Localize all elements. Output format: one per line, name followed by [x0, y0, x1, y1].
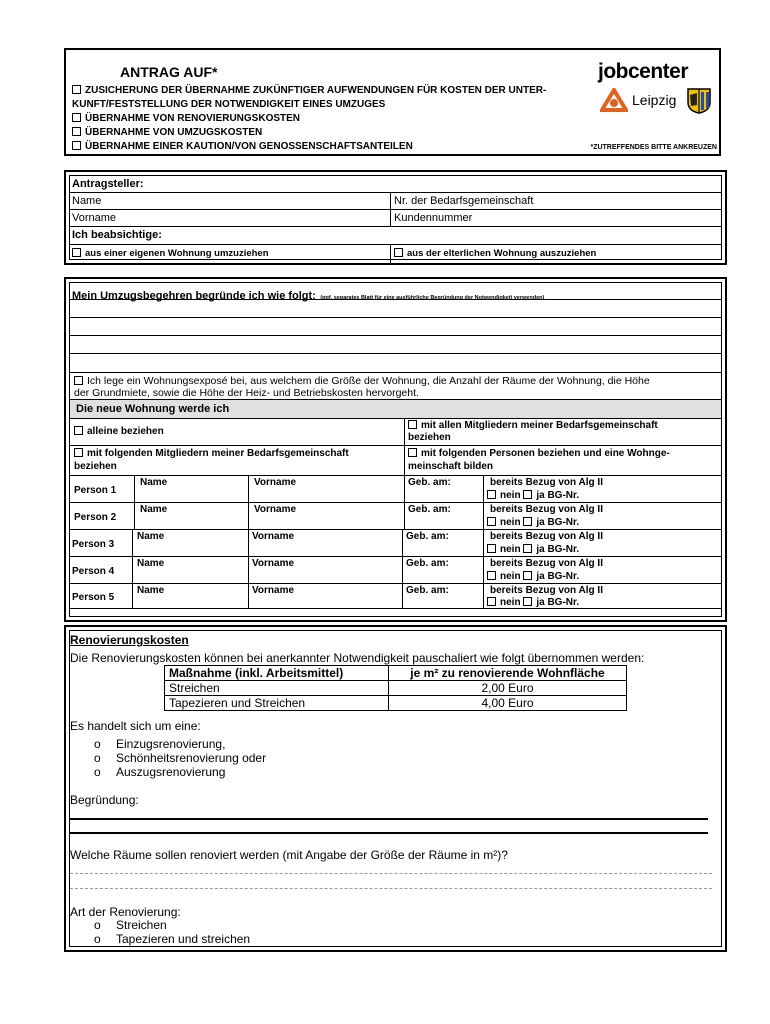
checkbox-no[interactable]: [487, 544, 496, 553]
customer-number-field[interactable]: Kundennummer: [394, 212, 473, 224]
reason-line-4[interactable]: [70, 354, 721, 373]
table-cell: Tapezieren und Streichen: [165, 696, 389, 711]
bullet-icon: o: [94, 751, 101, 765]
expose-text-2: der Grundmiete, sowie die Höhe der Heiz- und Betriebskosten hervorgeht.: [74, 387, 419, 399]
opt-some-members-cont: beziehen: [74, 461, 117, 472]
name-field[interactable]: Name: [72, 195, 102, 207]
person-birthdate-field[interactable]: Geb. am:: [406, 585, 449, 596]
person-label: Person 2: [74, 512, 117, 523]
person-alg-label: bereits Bezug von Alg II: [490, 477, 603, 488]
checkbox[interactable]: [72, 113, 81, 122]
opt-parents-home[interactable]: aus der elterlichen Wohnung auszuziehen: [394, 248, 596, 259]
checkbox-no[interactable]: [487, 571, 496, 580]
person-alg-options: nein ja BG-Nr.: [487, 571, 579, 582]
person-name-field[interactable]: Name: [137, 558, 165, 569]
table-row: [165, 696, 627, 711]
move-options-row-1: [70, 419, 721, 446]
renovation-type-item[interactable]: o Einzugsrenovierung,: [94, 737, 226, 751]
person-label: Person 1: [74, 485, 117, 496]
option-future-costs-cont: KUNFT/FESTSTELLUNG DER NOTWENDIGKEIT EINES UMZUGES: [72, 99, 386, 110]
renovation-heading: Renovierungskosten: [70, 633, 189, 647]
checkbox-no[interactable]: [487, 490, 496, 499]
expose-row[interactable]: [70, 373, 721, 400]
bullet-icon: o: [94, 932, 101, 946]
renovation-reason-label: Begründung:: [70, 793, 139, 807]
checkbox-yes[interactable]: [523, 571, 532, 580]
header-box: [64, 48, 721, 156]
person-firstname-field[interactable]: Vorname: [252, 531, 295, 542]
opt-all-members[interactable]: mit allen Mitgliedern meiner Bedarfsgemeinschaft: [408, 420, 658, 431]
person-row: [70, 557, 721, 584]
person-alg-options: nein ja BG-Nr.: [487, 490, 579, 501]
reason-line-3[interactable]: [70, 336, 721, 354]
checkbox-yes[interactable]: [523, 597, 532, 606]
person-firstname-field[interactable]: Vorname: [252, 585, 295, 596]
person-birthdate-field[interactable]: Geb. am:: [406, 558, 449, 569]
person-alg-label: bereits Bezug von Alg II: [490, 531, 603, 542]
logo-city: Leipzig: [632, 92, 677, 108]
person-alg-options: nein ja BG-Nr.: [487, 597, 579, 608]
checkbox[interactable]: [72, 141, 81, 150]
table-row: [165, 681, 627, 696]
table-header: Maßnahme (inkl. Arbeitsmittel): [165, 666, 389, 681]
checkbox-no[interactable]: [487, 597, 496, 606]
name-row: [70, 193, 721, 210]
checkbox[interactable]: [394, 248, 403, 257]
reason-heading: Mein Umzugsbegehren begründe ich wie folgt:: [72, 290, 316, 302]
person-name-field[interactable]: Name: [137, 585, 165, 596]
renovation-type-item[interactable]: o Auszugsrenovierung: [94, 765, 226, 779]
reason-heading-row: [70, 283, 721, 300]
intent-options-row: [70, 245, 721, 263]
reason-write-line[interactable]: [70, 832, 708, 834]
table-cell: 4,00 Euro: [389, 696, 627, 711]
opt-alone[interactable]: alleine beziehen: [74, 426, 164, 437]
applicant-inner: [69, 175, 722, 260]
table-cell: 2,00 Euro: [389, 681, 627, 696]
renovation-kind-item[interactable]: o Streichen: [94, 918, 167, 932]
person-label: Person 3: [72, 539, 115, 550]
intent-row: [70, 227, 721, 245]
bullet-icon: o: [94, 765, 101, 779]
checkbox[interactable]: [74, 448, 83, 457]
person-birthdate-field[interactable]: Geb. am:: [408, 504, 451, 515]
person-alg-options: nein ja BG-Nr.: [487, 544, 579, 555]
checkbox[interactable]: [72, 127, 81, 136]
intent-label: Ich beabsichtige:: [72, 229, 162, 241]
checkbox[interactable]: [72, 85, 81, 94]
person-name-field[interactable]: Name: [140, 477, 168, 488]
checkbox[interactable]: [408, 448, 417, 457]
reason-line-1[interactable]: [70, 300, 721, 318]
person-name-field[interactable]: Name: [137, 531, 165, 542]
table-header: je m² zu renovierende Wohnfläche: [389, 666, 627, 681]
renovation-intro: Die Renovierungskosten können bei anerkannter Notwendigkeit pauschaliert wie folgt übernommen werden:: [70, 651, 645, 665]
opt-own-home[interactable]: aus einer eigenen Wohnung umzuziehen: [72, 248, 269, 259]
applicant-box: [64, 170, 727, 265]
renovation-type-item[interactable]: o Schönheitsrenovierung oder: [94, 751, 267, 765]
checkbox[interactable]: [74, 376, 83, 385]
person-alg-options: nein ja BG-Nr.: [487, 517, 579, 528]
rooms-write-line[interactable]: [70, 873, 712, 874]
person-firstname-field[interactable]: Vorname: [252, 558, 295, 569]
person-alg-label: bereits Bezug von Alg II: [490, 504, 603, 515]
person-firstname-field[interactable]: Vorname: [254, 504, 297, 515]
leipzig-coat-of-arms-icon: [687, 88, 711, 114]
rooms-label: Welche Räume sollen renoviert werden (mit Angabe der Größe der Räume in m²)?: [70, 848, 508, 862]
checkbox[interactable]: [408, 420, 417, 429]
checkbox[interactable]: [74, 426, 83, 435]
applicant-heading: Antragsteller:: [72, 178, 144, 190]
person-birthdate-field[interactable]: Geb. am:: [406, 531, 449, 542]
table-cell: Streichen: [165, 681, 389, 696]
renovation-kind-label: Art der Renovierung:: [70, 905, 181, 919]
tick-note: *ZUTREFFENDES BITTE ANKREUZEN: [590, 144, 717, 151]
renovation-kind-item[interactable]: o Tapezieren und streichen: [94, 932, 251, 946]
opt-other-persons[interactable]: mit folgenden Personen beziehen und eine Wohnge-: [408, 448, 670, 459]
applicant-heading-row: [70, 176, 721, 193]
firstname-field[interactable]: Vorname: [72, 212, 117, 224]
table-header-row: [165, 666, 627, 681]
person-label: Person 5: [72, 592, 115, 603]
opt-all-members-cont: beziehen: [408, 432, 451, 443]
option-future-costs[interactable]: ZUSICHERUNG DER ÜBERNAHME ZUKÜNFTIGER AUFWENDUNGEN FÜR KOSTEN DER UNTER-: [72, 85, 546, 96]
firstname-row: [70, 210, 721, 227]
renovation-type-label: Es handelt sich um eine:: [70, 719, 201, 733]
checkbox-yes[interactable]: [523, 490, 532, 499]
reason-inner: [69, 282, 722, 617]
leipzig-logo-icon: [600, 88, 628, 114]
reason-hint: (ggf. separates Blatt für eine ausführliche Begründung der Notwendigkeit verwenden): [320, 295, 545, 301]
option-deposit[interactable]: ÜBERNAHME EINER KAUTION/VON GENOSSENSCHAFTSANTEILEN: [72, 141, 413, 152]
person-row: [70, 584, 721, 609]
opt-other-persons-cont: meinschaft bilden: [408, 461, 494, 472]
person-row: [70, 530, 721, 557]
person-label: Person 4: [72, 566, 115, 577]
new-home-heading-row: [70, 400, 721, 419]
rooms-write-line[interactable]: [70, 888, 712, 889]
expose-text-1: Ich lege ein Wohnungsexposé bei, aus welchem die Größe der Wohnung, die Anzahl der Räume der Wohnung, die Höhe: [87, 375, 650, 387]
renovation-cost-table: [164, 665, 627, 711]
reason-write-line[interactable]: [70, 818, 708, 820]
person-row: [70, 476, 721, 503]
checkbox-no[interactable]: [487, 517, 496, 526]
reason-line-2[interactable]: [70, 318, 721, 336]
bullet-icon: o: [94, 918, 101, 932]
person-name-field[interactable]: Name: [140, 504, 168, 515]
persons-table: [70, 476, 721, 609]
person-alg-label: bereits Bezug von Alg II: [490, 585, 603, 596]
person-birthdate-field[interactable]: Geb. am:: [408, 477, 451, 488]
checkbox-yes[interactable]: [523, 544, 532, 553]
option-moving-costs[interactable]: ÜBERNAHME VON UMZUGSKOSTEN: [72, 127, 262, 138]
bullet-icon: o: [94, 737, 101, 751]
person-alg-label: bereits Bezug von Alg II: [490, 558, 603, 569]
opt-some-members[interactable]: mit folgenden Mitgliedern meiner Bedarfsgemeinschaft: [74, 448, 349, 459]
checkbox-yes[interactable]: [523, 517, 532, 526]
reason-box: [64, 277, 727, 622]
person-firstname-field[interactable]: Vorname: [254, 477, 297, 488]
new-home-heading: Die neue Wohnung werde ich: [76, 403, 230, 415]
person-row: [70, 503, 721, 530]
jobcenter-logo: jobcenter: [598, 60, 689, 83]
checkbox[interactable]: [72, 248, 81, 257]
form-title: ANTRAG AUF*: [120, 64, 218, 80]
option-renovation[interactable]: ÜBERNAHME VON RENOVIERUNGSKOSTEN: [72, 113, 300, 124]
move-options-row-2: [70, 446, 721, 476]
bg-number-field[interactable]: Nr. der Bedarfsgemeinschaft: [394, 195, 534, 207]
